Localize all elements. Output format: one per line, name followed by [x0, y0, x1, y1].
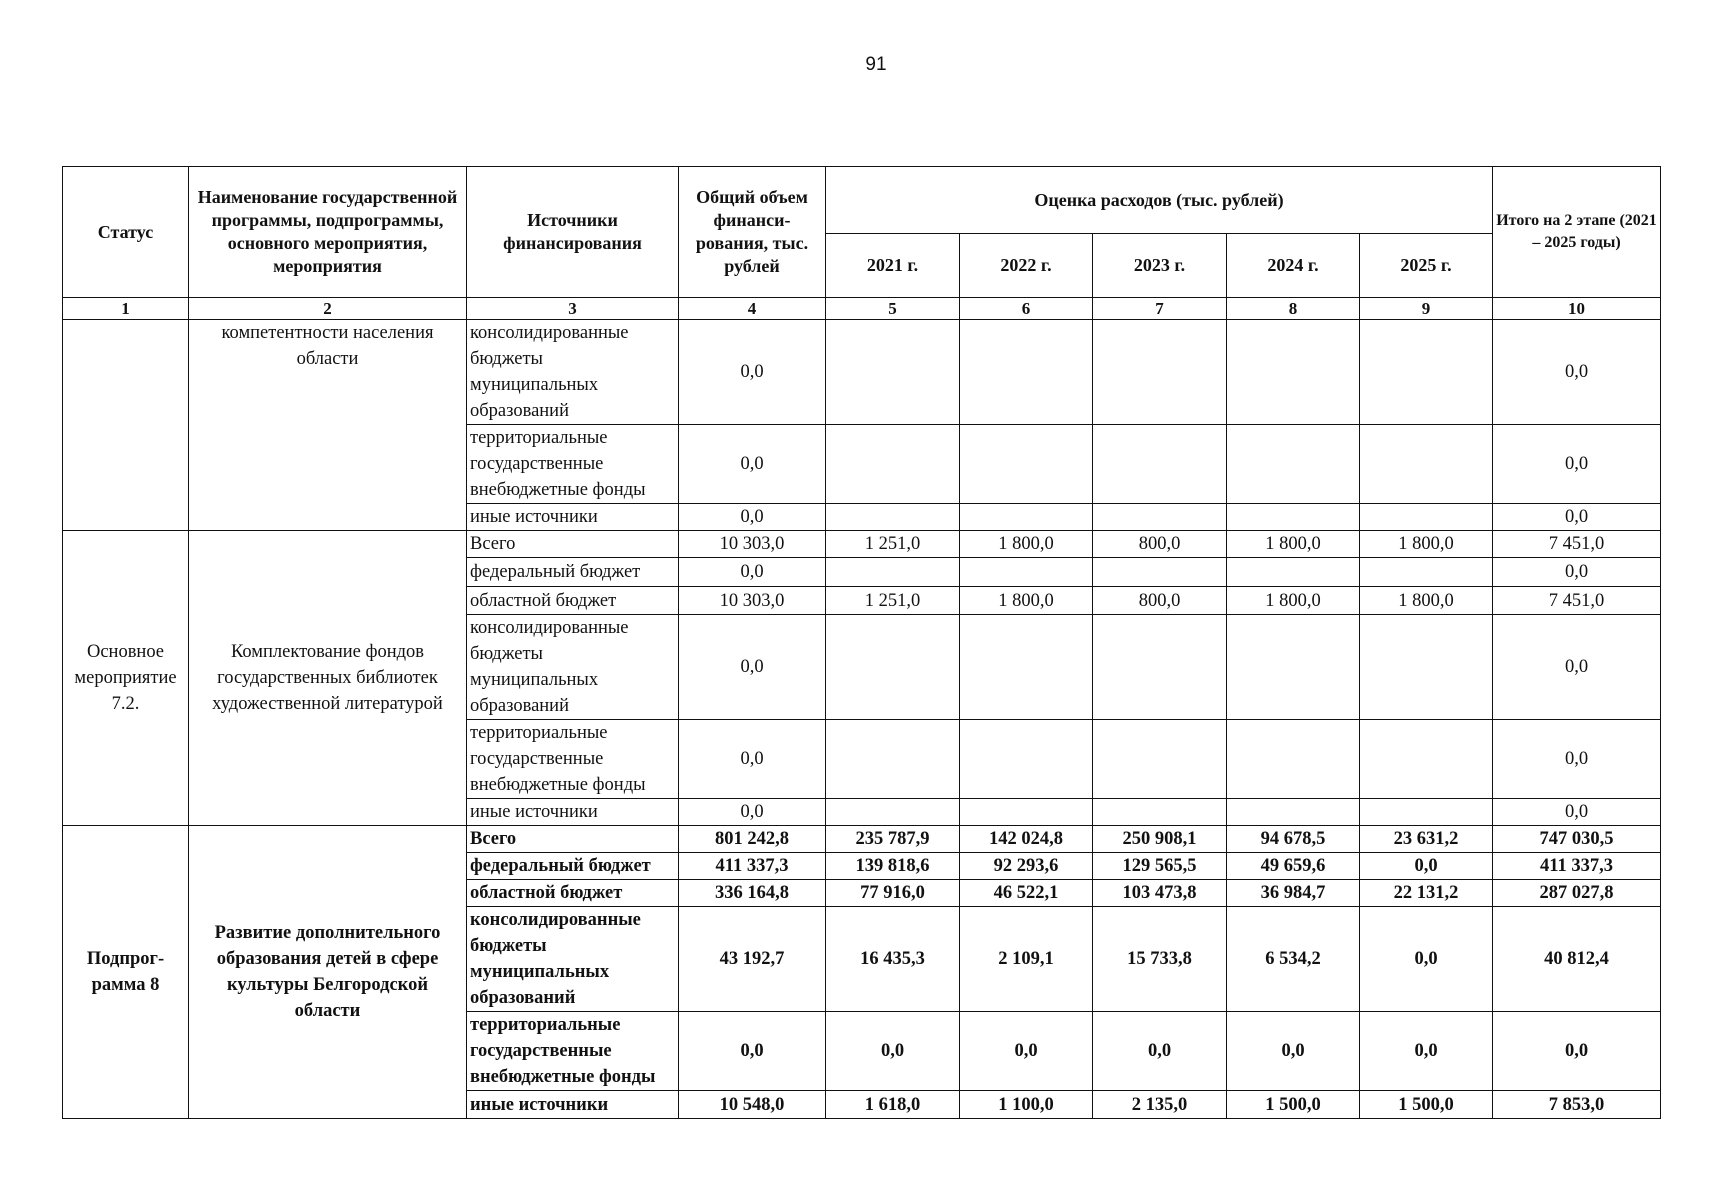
status-cell: Подпрог-рамма 8 — [63, 826, 189, 1119]
total-volume-cell: 336 164,8 — [679, 880, 826, 907]
total-volume-cell: 10 548,0 — [679, 1091, 826, 1119]
year-value-cell: 46 522,1 — [960, 880, 1093, 907]
year-value-cell: 77 916,0 — [826, 880, 960, 907]
stage-total-cell: 0,0 — [1493, 504, 1661, 531]
stage-total-cell: 0,0 — [1493, 799, 1661, 826]
year-value-cell — [1093, 615, 1227, 720]
header-estimate: Оценка расходов (тыс. рублей) — [826, 167, 1493, 234]
header-name: Наименование государственной программы, подпрограммы, основного мероприятия, мероприятия — [189, 167, 467, 298]
stage-total-cell: 0,0 — [1493, 425, 1661, 504]
program-name-cell: Комплектование фондов государственных библиотек художественной литературой — [189, 531, 467, 826]
year-value-cell — [960, 799, 1093, 826]
year-value-cell: 1 800,0 — [1360, 531, 1493, 558]
year-value-cell: 1 800,0 — [1227, 531, 1360, 558]
year-value-cell — [1227, 504, 1360, 531]
year-value-cell — [1227, 558, 1360, 587]
year-value-cell: 23 631,2 — [1360, 826, 1493, 853]
year-value-cell: 139 818,6 — [826, 853, 960, 880]
total-volume-cell: 0,0 — [679, 799, 826, 826]
funding-source-cell: областной бюджет — [467, 587, 679, 615]
stage-total-cell: 287 027,8 — [1493, 880, 1661, 907]
year-value-cell: 1 100,0 — [960, 1091, 1093, 1119]
stage-total-cell: 0,0 — [1493, 720, 1661, 799]
year-value-cell: 0,0 — [1360, 907, 1493, 1012]
year-value-cell — [960, 425, 1093, 504]
year-value-cell: 0,0 — [1360, 1012, 1493, 1091]
year-value-cell: 16 435,3 — [826, 907, 960, 1012]
year-value-cell: 1 618,0 — [826, 1091, 960, 1119]
column-number: 2 — [189, 298, 467, 320]
column-number: 6 — [960, 298, 1093, 320]
column-number: 3 — [467, 298, 679, 320]
total-volume-cell: 0,0 — [679, 615, 826, 720]
total-volume-cell: 0,0 — [679, 720, 826, 799]
year-value-cell — [960, 720, 1093, 799]
total-volume-cell: 0,0 — [679, 1012, 826, 1091]
year-value-cell — [826, 558, 960, 587]
year-value-cell: 15 733,8 — [1093, 907, 1227, 1012]
funding-source-cell: федеральный бюджет — [467, 558, 679, 587]
year-value-cell: 36 984,7 — [1227, 880, 1360, 907]
year-value-cell — [1360, 720, 1493, 799]
funding-source-cell: иные источники — [467, 1091, 679, 1119]
stage-total-cell: 7 451,0 — [1493, 531, 1661, 558]
total-volume-cell: 10 303,0 — [679, 587, 826, 615]
total-volume-cell: 411 337,3 — [679, 853, 826, 880]
column-number: 7 — [1093, 298, 1227, 320]
year-value-cell: 1 500,0 — [1360, 1091, 1493, 1119]
year-value-cell: 22 131,2 — [1360, 880, 1493, 907]
year-value-cell: 250 908,1 — [1093, 826, 1227, 853]
funding-source-cell: иные источники — [467, 799, 679, 826]
year-value-cell — [1227, 720, 1360, 799]
column-number-row — [63, 298, 1661, 320]
year-value-cell — [1360, 558, 1493, 587]
year-value-cell — [1360, 320, 1493, 425]
year-value-cell — [1093, 558, 1227, 587]
year-value-cell: 0,0 — [1360, 853, 1493, 880]
year-value-cell — [1360, 615, 1493, 720]
header-stage-total: Итого на 2 этапе (2021 – 2025 годы) — [1493, 167, 1661, 298]
table-row — [63, 826, 1661, 853]
funding-source-cell: Всего — [467, 826, 679, 853]
year-value-cell: 1 251,0 — [826, 531, 960, 558]
column-number: 9 — [1360, 298, 1493, 320]
year-value-cell: 0,0 — [1227, 1012, 1360, 1091]
year-value-cell: 235 787,9 — [826, 826, 960, 853]
column-number: 1 — [63, 298, 189, 320]
stage-total-cell: 40 812,4 — [1493, 907, 1661, 1012]
year-value-cell — [1360, 425, 1493, 504]
year-value-cell — [1227, 799, 1360, 826]
year-value-cell: 142 024,8 — [960, 826, 1093, 853]
total-volume-cell: 0,0 — [679, 425, 826, 504]
header-year-2024: 2024 г. — [1227, 234, 1360, 298]
year-value-cell: 92 293,6 — [960, 853, 1093, 880]
stage-total-cell: 0,0 — [1493, 615, 1661, 720]
funding-source-cell: консолидированные бюджеты муниципальных образований — [467, 615, 679, 720]
year-value-cell: 129 565,5 — [1093, 853, 1227, 880]
year-value-cell: 1 800,0 — [960, 587, 1093, 615]
funding-source-cell: Всего — [467, 531, 679, 558]
funding-source-cell: иные источники — [467, 504, 679, 531]
year-value-cell — [1227, 425, 1360, 504]
year-value-cell — [826, 504, 960, 531]
stage-total-cell: 0,0 — [1493, 1012, 1661, 1091]
total-volume-cell: 801 242,8 — [679, 826, 826, 853]
column-number: 8 — [1227, 298, 1360, 320]
funding-source-cell: консолидированные бюджеты муниципальных образований — [467, 320, 679, 425]
total-volume-cell: 0,0 — [679, 320, 826, 425]
year-value-cell: 49 659,6 — [1227, 853, 1360, 880]
year-value-cell: 0,0 — [960, 1012, 1093, 1091]
year-value-cell: 1 800,0 — [960, 531, 1093, 558]
year-value-cell — [1093, 504, 1227, 531]
stage-total-cell: 0,0 — [1493, 320, 1661, 425]
column-number: 4 — [679, 298, 826, 320]
year-value-cell: 1 500,0 — [1227, 1091, 1360, 1119]
status-cell: Основное мероприятие 7.2. — [63, 531, 189, 826]
year-value-cell: 0,0 — [826, 1012, 960, 1091]
year-value-cell — [1093, 320, 1227, 425]
status-cell — [63, 320, 189, 531]
column-number: 10 — [1493, 298, 1661, 320]
year-value-cell — [960, 320, 1093, 425]
year-value-cell: 2 135,0 — [1093, 1091, 1227, 1119]
header-status: Статус — [63, 167, 189, 298]
funding-source-cell: федеральный бюджет — [467, 853, 679, 880]
header-sources: Источники финансирования — [467, 167, 679, 298]
year-value-cell — [1093, 799, 1227, 826]
year-value-cell — [826, 615, 960, 720]
year-value-cell: 0,0 — [1093, 1012, 1227, 1091]
header-year-2022: 2022 г. — [960, 234, 1093, 298]
year-value-cell — [960, 504, 1093, 531]
header-year-2023: 2023 г. — [1093, 234, 1227, 298]
header-total: Общий объем финанси-рования, тыс. рублей — [679, 167, 826, 298]
stage-total-cell: 747 030,5 — [1493, 826, 1661, 853]
year-value-cell: 1 800,0 — [1360, 587, 1493, 615]
table-row — [63, 531, 1661, 558]
stage-total-cell: 7 451,0 — [1493, 587, 1661, 615]
year-value-cell: 800,0 — [1093, 587, 1227, 615]
financing-table — [62, 166, 1661, 1119]
year-value-cell: 800,0 — [1093, 531, 1227, 558]
header-row — [63, 167, 1661, 234]
page-number: 91 — [865, 54, 887, 75]
year-value-cell — [1360, 799, 1493, 826]
total-volume-cell: 43 192,7 — [679, 907, 826, 1012]
total-volume-cell: 0,0 — [679, 558, 826, 587]
total-volume-cell: 10 303,0 — [679, 531, 826, 558]
stage-total-cell: 0,0 — [1493, 558, 1661, 587]
column-number: 5 — [826, 298, 960, 320]
year-value-cell: 1 800,0 — [1227, 587, 1360, 615]
stage-total-cell: 411 337,3 — [1493, 853, 1661, 880]
year-value-cell — [960, 615, 1093, 720]
year-value-cell: 1 251,0 — [826, 587, 960, 615]
year-value-cell: 94 678,5 — [1227, 826, 1360, 853]
year-value-cell — [1093, 425, 1227, 504]
program-name-cell: компетентности населения области — [189, 320, 467, 531]
year-value-cell: 103 473,8 — [1093, 880, 1227, 907]
funding-source-cell: консолидированные бюджеты муниципальных образований — [467, 907, 679, 1012]
year-value-cell — [826, 320, 960, 425]
year-value-cell: 2 109,1 — [960, 907, 1093, 1012]
program-name-cell: Развитие дополнительного образования детей в сфере культуры Белгородской области — [189, 826, 467, 1119]
total-volume-cell: 0,0 — [679, 504, 826, 531]
funding-source-cell: территориальные государственные внебюджетные фонды — [467, 1012, 679, 1091]
header-year-2021: 2021 г. — [826, 234, 960, 298]
year-value-cell — [1360, 504, 1493, 531]
stage-total-cell: 7 853,0 — [1493, 1091, 1661, 1119]
year-value-cell — [826, 425, 960, 504]
year-value-cell — [1093, 720, 1227, 799]
funding-source-cell: областной бюджет — [467, 880, 679, 907]
year-value-cell — [1227, 320, 1360, 425]
funding-source-cell: территориальные государственные внебюджетные фонды — [467, 720, 679, 799]
year-value-cell — [826, 799, 960, 826]
year-value-cell — [1227, 615, 1360, 720]
year-value-cell — [826, 720, 960, 799]
funding-source-cell: территориальные государственные внебюджетные фонды — [467, 425, 679, 504]
table-row — [63, 320, 1661, 425]
header-year-2025: 2025 г. — [1360, 234, 1493, 298]
year-value-cell — [960, 558, 1093, 587]
year-value-cell: 6 534,2 — [1227, 907, 1360, 1012]
